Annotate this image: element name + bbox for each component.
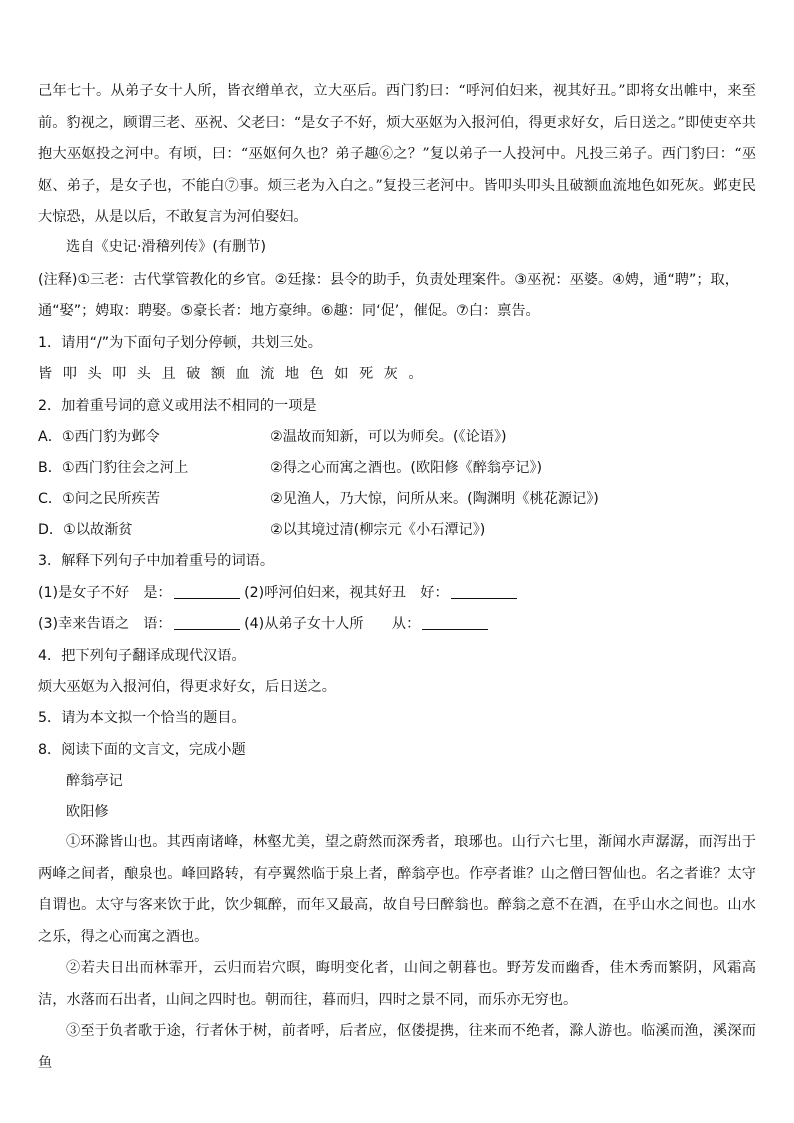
q3-item-4: (4)从弟子女十人所 从： (244, 616, 421, 632)
question-1-sentence: 皆叩头叩头且破额血流地色如死灰。 (38, 366, 434, 382)
essay-title: 醉翁亭记 (66, 773, 123, 789)
option-c-left: C．①问之民所疾苦 (38, 491, 160, 507)
passage-text: 己年七十。从弟子女十人所，皆衣缯单衣，立大巫后。西门豹曰：“呼河伯妇来，视其好丑。”即将女出帷中，来至前。豹视之，顾谓三老、巫祝、父老曰：“是女子不好，烦大巫妪为入报河伯，得更求好女，后日送之。”即使吏卒共抱大巫妪投之河中。有顷，曰：“巫妪何久也？弟子趣⑥之？”复以弟子一人投河中。凡投三弟子。西门豹曰：“巫妪、弟子，是女子也，不能白⑦事。烦三老为入白之。”复投三老河中。皆叩头叩头且破额血流地色如死灰。邺吏民大惊恐，从是以后，不敢复言为河伯娶妇。 (38, 83, 756, 225)
q3-item-1: (1)是女子不好 是： (38, 585, 172, 601)
question-3-row-1 (38, 583, 517, 603)
source-citation: 选自《史记·滑稽列传》(有删节) (66, 239, 267, 255)
question-3-title: 3．解释下列句子中加着重号的词语。 (38, 553, 275, 569)
question-4-title: 4．把下列句子翻译成现代汉语。 (38, 648, 246, 664)
essay-paragraph-3: ③至于负者歌于途，行者休于树，前者呼，后者应，伛偻提携，往来而不绝者，滁人游也。临溪而渔，溪深而鱼 (38, 1023, 756, 1071)
option-c-right: ②见渔人，乃大惊，问所从来。(陶渊明《桃花源记》) (270, 491, 599, 507)
q3-blank-2[interactable] (451, 584, 517, 599)
option-a (38, 427, 756, 447)
q3-blank-3[interactable] (174, 615, 240, 630)
option-b (38, 458, 756, 478)
notes-line-1: (注释)①三老：古代掌管教化的乡官。②廷掾：县令的助手，负责处理案件。③巫祝：巫婆。④娉，通“聘”；取， (38, 272, 739, 288)
question-5-title: 5．请为本文拟一个恰当的题目。 (38, 710, 246, 726)
question-8-title: 8．阅读下面的文言文，完成小题 (38, 742, 246, 758)
q3-item-2: (2)呼河伯妇来，视其好丑 好： (244, 585, 449, 601)
option-d-right: ②以其境过清(柳宗元《小石潭记》) (270, 522, 486, 538)
option-b-right: ②得之心而寓之酒也。(欧阳修《醉翁亭记》) (270, 460, 543, 476)
question-4-sentence: 烦大巫妪为入报河伯，得更求好女，后日送之。 (38, 679, 336, 695)
essay-paragraph-2: ②若夫日出而林霏开，云归而岩穴暝，晦明变化者，山间之朝暮也。野芳发而幽香，佳木秀而繁阴，风霜高洁，水落而石出者，山间之四时也。朝而往，暮而归，四时之景不同，而乐亦无穷也。 (38, 960, 756, 1008)
notes-line-2: 通“娶”；娉取：聘娶。⑤豪长者：地方豪绅。⑥趣：同‘促’，催促。⑦白：禀告。 (38, 303, 540, 319)
question-3-row-2 (38, 614, 488, 634)
option-c (38, 489, 756, 509)
question-2-title: 2．加着重号词的意义或用法不相同的一项是 (38, 398, 317, 414)
essay-author: 欧阳修 (66, 804, 109, 820)
option-b-left: B．①西门豹往会之河上 (38, 460, 189, 476)
option-d-left: D．①以故渐贫 (38, 522, 133, 538)
essay-paragraph-1: ①环滁皆山也。其西南诸峰，林壑尤美，望之蔚然而深秀者，琅琊也。山行六七里，渐闻水声潺潺，而泻出于两峰之间者，酿泉也。峰回路转，有亭翼然临于泉上者，醉翁亭也。作亭者谁？山之僧曰智仙也。名之者谁？太守自谓也。太守与客来饮于此，饮少辄醉，而年又最高，故自号曰醉翁也。醉翁之意不在酒，在乎山水之间也。山水之乐，得之心而寓之酒也。 (38, 834, 756, 945)
q3-item-3: (3)幸来告语之 语： (38, 616, 172, 632)
question-1-title: 1．请用“/”为下面句子划分停顿，共划三处。 (38, 335, 322, 351)
q3-blank-4[interactable] (422, 615, 488, 630)
q3-blank-1[interactable] (174, 584, 240, 599)
option-a-right: ②温故而知新，可以为师矣。(《论语》) (270, 429, 507, 445)
option-d (38, 520, 756, 540)
option-a-left: A．①西门豹为邺令 (38, 429, 160, 445)
